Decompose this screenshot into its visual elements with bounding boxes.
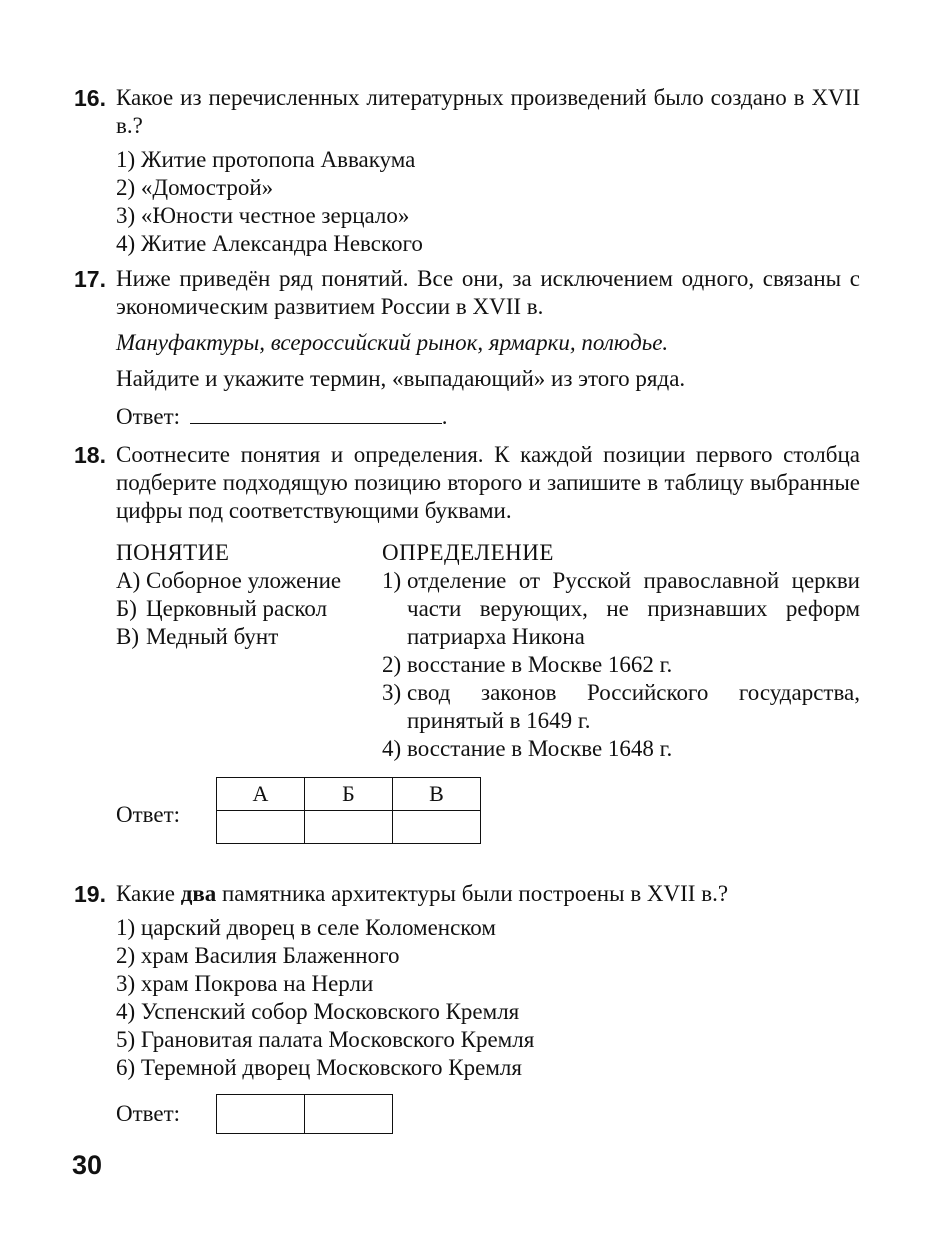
option-3: 3) храм Покрова на Нерли	[116, 971, 374, 996]
task-number: 17.	[74, 266, 106, 292]
option-list	[116, 914, 860, 1082]
option-2: 2) храм Василия Блаженного	[116, 943, 400, 968]
definition-label: 1)	[382, 568, 402, 593]
definition-3	[382, 679, 860, 735]
option-4: 4) Житие Александра Невского	[116, 231, 423, 256]
option-1: 1) царский дворец в селе Коломенском	[116, 915, 496, 940]
answer-label: Ответ:	[116, 1101, 181, 1126]
concept-label: А)	[116, 568, 141, 593]
option-4: 4) Успенский собор Московского Кремля	[116, 999, 520, 1024]
definition-column	[382, 539, 860, 763]
option-6: 6) Теремной дворец Московского Кремля	[116, 1055, 522, 1080]
instruction-text: Найдите и укажите термин, «выпадающий» из этого ряда.	[116, 366, 686, 391]
question-text: Какое из перечисленных литературных произведений было создано в XVII в.?	[116, 85, 860, 138]
answer-table	[216, 777, 481, 844]
question-text: Ниже приведён ряд понятий. Все они, за исключением одного, связаны с экономическим развитием России в XVII в.	[116, 266, 860, 319]
task-number: 19.	[74, 881, 106, 907]
concept-v	[116, 623, 371, 651]
table-header-cell: Б	[305, 778, 393, 811]
matching-columns	[116, 539, 860, 763]
definition-text: восстание в Москве 1648 г.	[407, 736, 673, 761]
definition-1	[382, 567, 860, 651]
answer-cell-a[interactable]	[217, 811, 305, 844]
definition-text: отделение от Русской православной церкви части верующих, не признавших реформ патриарха Никона	[407, 568, 860, 649]
definition-text: свод законов Российского государства, принятый в 1649 г.	[407, 680, 860, 733]
option-2: 2) «Домострой»	[116, 175, 274, 200]
table-header-cell: В	[393, 778, 481, 811]
table-header-row	[217, 778, 481, 811]
answer-label: Ответ:	[116, 802, 181, 827]
question-text-end: памятника архитектуры были построены в XVII в.?	[216, 881, 729, 906]
answer-label: Ответ:	[116, 404, 181, 429]
definition-label: 4)	[382, 736, 402, 761]
task-18	[74, 441, 860, 851]
concept-column	[116, 539, 371, 651]
definition-label: 2)	[382, 652, 402, 677]
definition-header: ОПРЕДЕЛЕНИЕ	[382, 540, 554, 565]
task-17	[74, 265, 860, 431]
task-19	[74, 880, 860, 1136]
concept-text: Церковный раскол	[146, 596, 328, 621]
answer-cell-v[interactable]	[393, 811, 481, 844]
task-number: 16.	[74, 85, 106, 111]
table-answer-row	[217, 811, 481, 844]
option-3: 3) «Юности честное зерцало»	[116, 203, 410, 228]
answer-end-punct: .	[441, 404, 448, 429]
answer-cell-b[interactable]	[305, 811, 393, 844]
term-series: Мануфактуры, всероссийский рынок, ярмарки, полюдье.	[116, 330, 669, 355]
page-number: 30	[72, 1150, 103, 1180]
concept-header: ПОНЯТИЕ	[116, 540, 230, 565]
answer-line	[116, 401, 860, 431]
answer-box-1[interactable]	[216, 1094, 305, 1134]
question-text	[116, 880, 860, 908]
definition-2	[382, 651, 860, 679]
question-emphasis: два	[180, 881, 217, 906]
definition-label: 3)	[382, 680, 402, 705]
option-list	[116, 146, 860, 258]
task-number: 18.	[74, 442, 106, 468]
definition-text: восстание в Москве 1662 г.	[407, 652, 673, 677]
question-text-start: Какие	[116, 881, 181, 906]
task-16	[74, 84, 860, 258]
concept-label: В)	[116, 624, 139, 649]
definition-4	[382, 735, 860, 763]
concept-label: Б)	[116, 596, 137, 621]
concept-text: Медный бунт	[146, 624, 279, 649]
answer-blank[interactable]	[190, 401, 442, 424]
table-header-cell: А	[217, 778, 305, 811]
answer-box-2[interactable]	[304, 1094, 393, 1134]
concept-b	[116, 595, 371, 623]
question-text: Соотнесите понятия и определения. К каждой позиции первого столбца подберите подходящую позицию второго и запишите в таблицу выбранные цифры под соответствующими буквами.	[116, 442, 860, 523]
option-5: 5) Грановитая палата Московского Кремля	[116, 1027, 535, 1052]
concept-a	[116, 567, 371, 595]
answer-table-block	[116, 777, 860, 851]
option-1: 1) Житие протопопа Аввакума	[116, 147, 416, 172]
answer-boxes	[116, 1094, 860, 1136]
concept-text: Соборное уложение	[146, 568, 342, 593]
